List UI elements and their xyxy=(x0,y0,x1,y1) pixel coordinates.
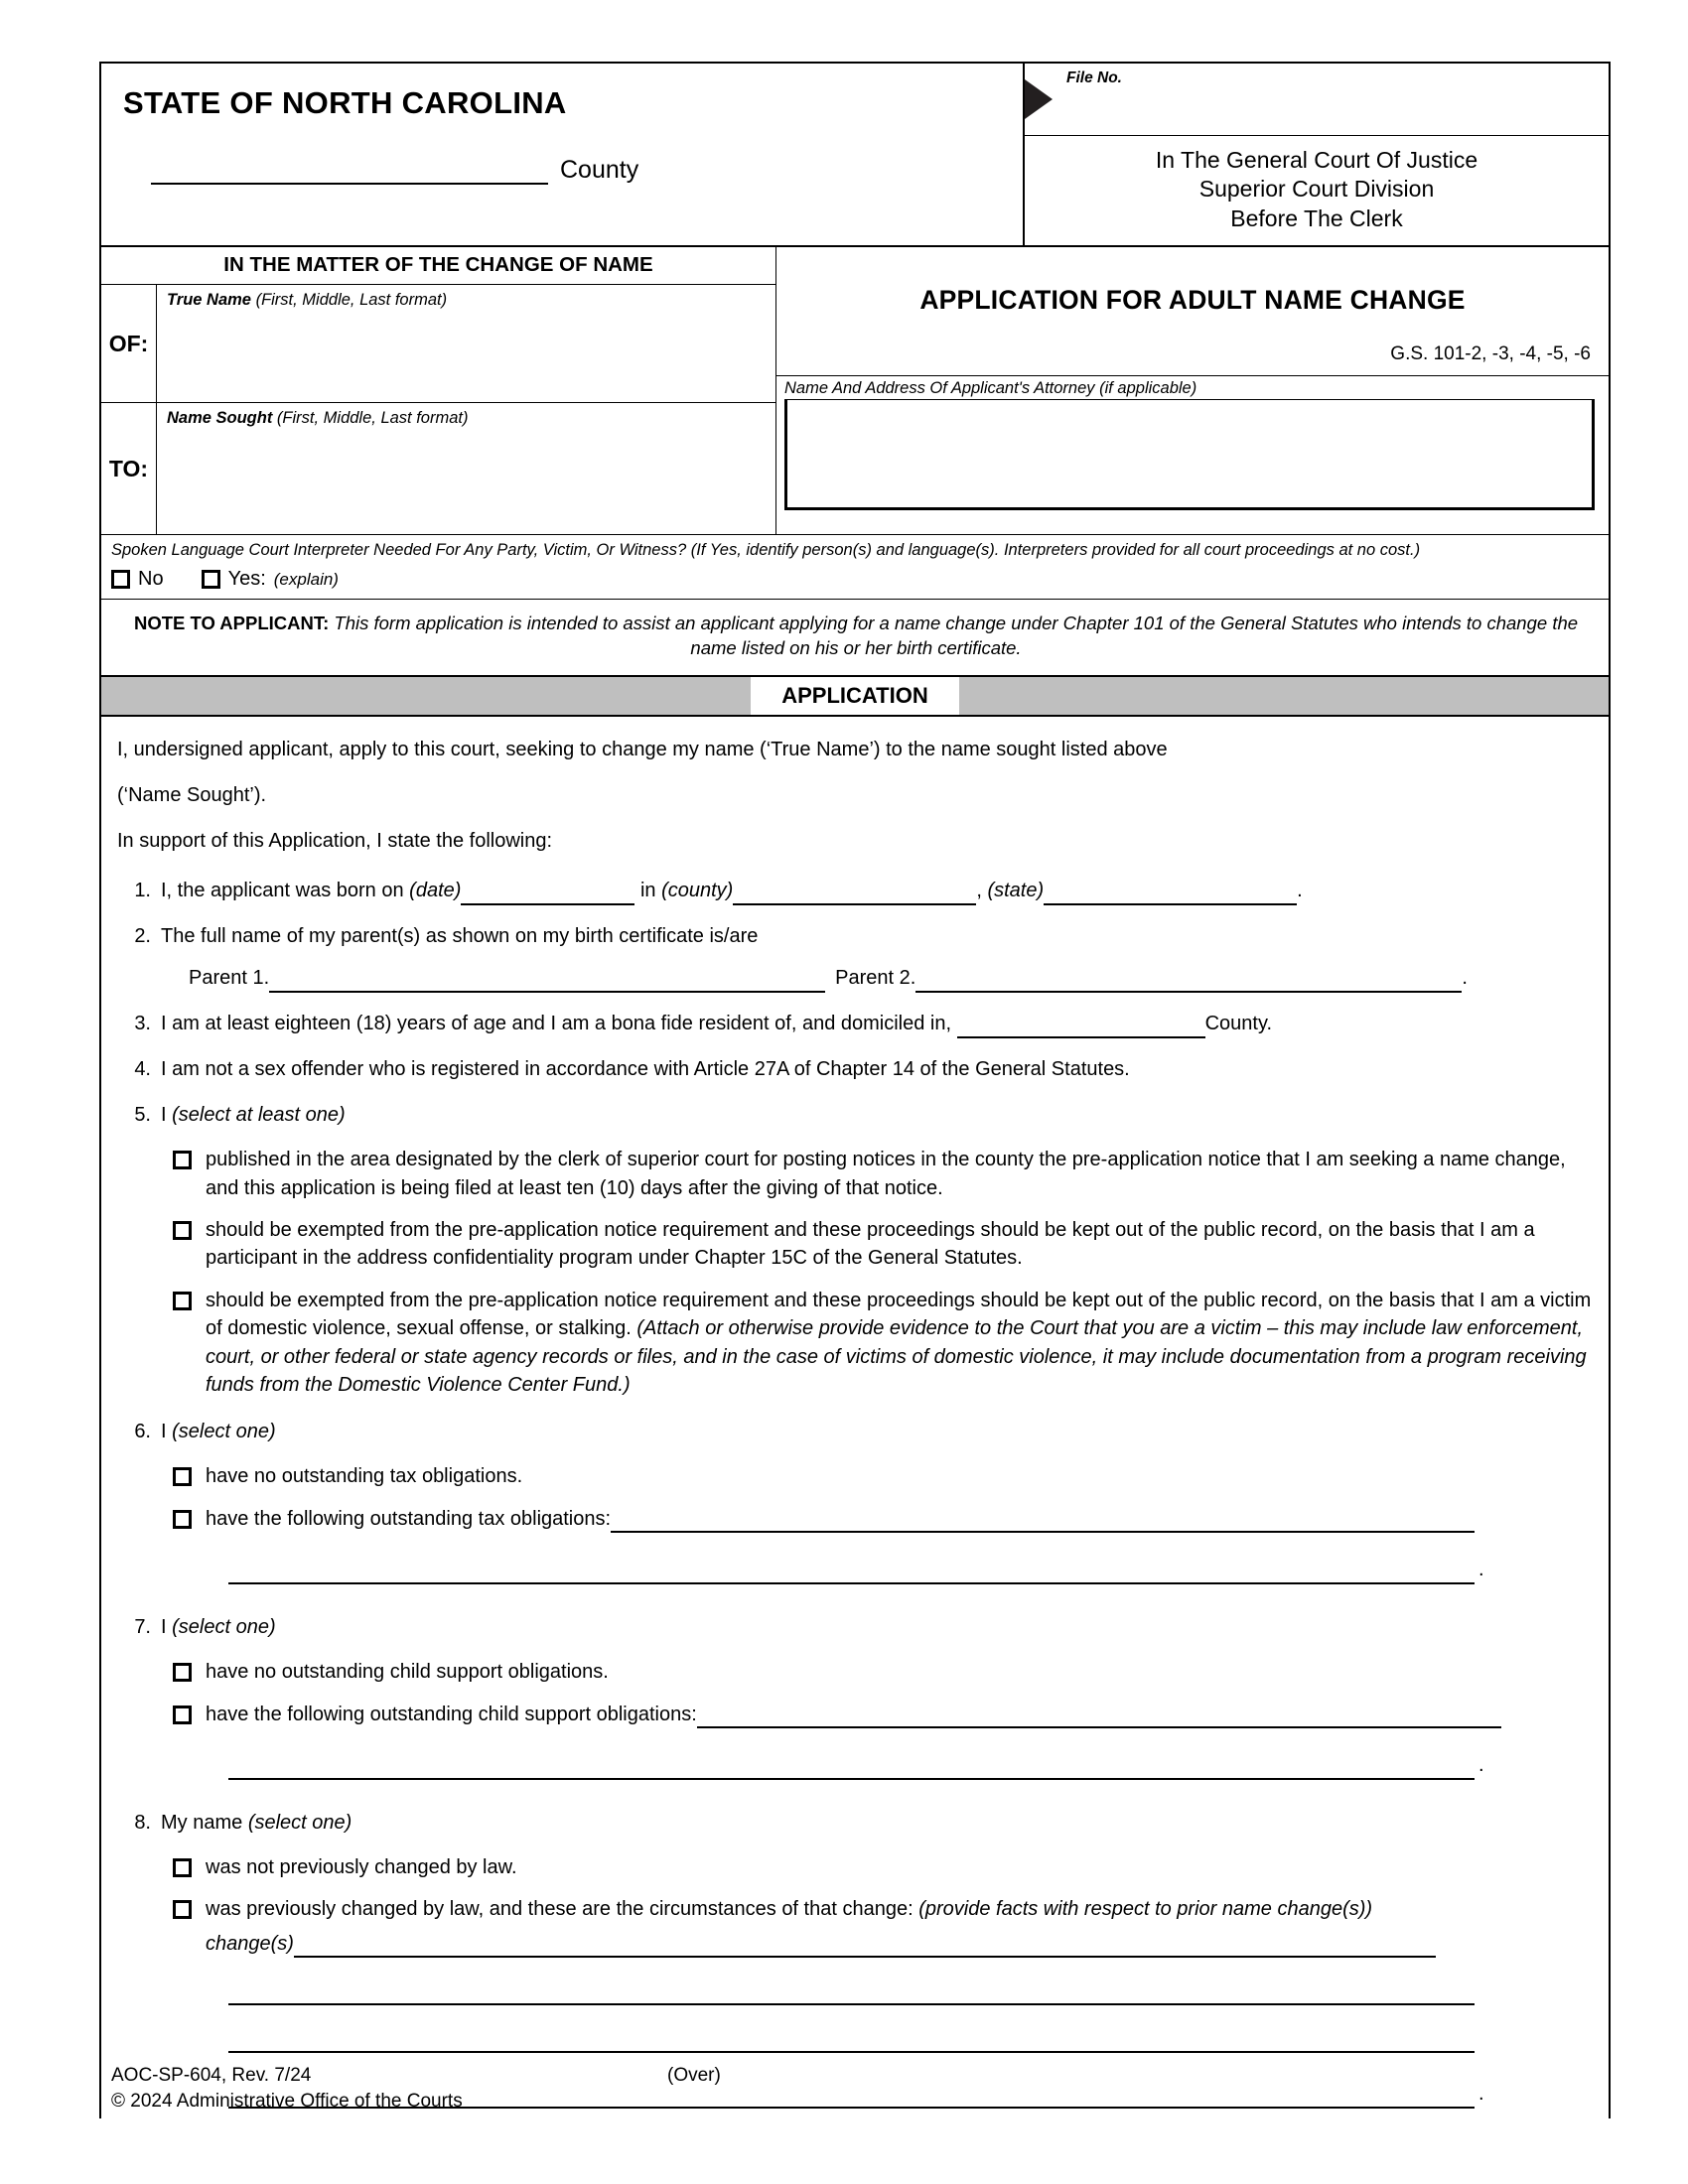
item-1-number: 1. xyxy=(134,880,151,902)
item-7-number: 7. xyxy=(134,1616,151,1639)
item-8 xyxy=(117,1808,1593,1838)
lead-paragraph-2: (‘Name Sought’). xyxy=(117,784,267,807)
state-title: STATE OF NORTH CAROLINA xyxy=(123,85,567,120)
file-number-box[interactable] xyxy=(1025,64,1609,136)
item-5-option-2 xyxy=(117,1216,1593,1273)
item-5-option-3-label: should be exempted from the pre-application notice requirement and these proceedings should be kept out of the public record, on the basis that I am a victim of domestic violence, sexual offense, or stalking. (Attach or otherwise provide evidence to the Court that you are a victim – this may include law enforcement, court, or other federal or state agency records or files, and in the case of victims of domestic violence, it may include documentation from a program receiving funds from the Domestic Violence Center Fund.) xyxy=(206,1289,1592,1396)
true-name-field[interactable] xyxy=(157,285,775,402)
item-5-option-1 xyxy=(117,1146,1593,1202)
item-1 xyxy=(117,876,1593,905)
to-tag: TO: xyxy=(101,403,157,534)
item-3-text xyxy=(161,1009,1593,1038)
county-label: County xyxy=(560,156,639,184)
item-2-end: . xyxy=(1462,967,1468,990)
item-3 xyxy=(117,1009,1593,1038)
attorney-input-box[interactable] xyxy=(784,400,1595,510)
caption-left xyxy=(101,247,776,534)
parent-2-blank[interactable] xyxy=(915,971,1462,993)
item-5-lead: I (select at least one) xyxy=(161,1104,346,1127)
county-input-blank[interactable] xyxy=(151,155,548,185)
footer-copyright: © 2024 Administrative Office of the Courts xyxy=(111,2090,463,2112)
item-7-support-blank-1[interactable] xyxy=(697,1706,1501,1728)
item-6-tax-blank-1[interactable] xyxy=(611,1511,1475,1533)
triangle-pointer-icon xyxy=(1025,79,1053,119)
item-8-blank-3[interactable] xyxy=(228,2031,1475,2053)
item-4-text: I am not a sex offender who is registered in accordance with Article 27A of Chapter 14 of the General Statutes. xyxy=(161,1058,1130,1081)
item-5-number: 5. xyxy=(134,1104,151,1127)
item-7-option-2 xyxy=(117,1701,1593,1728)
court-division-block xyxy=(1025,136,1609,245)
item-2-number: 2. xyxy=(134,925,151,948)
form-title: APPLICATION FOR ADULT NAME CHANGE xyxy=(919,285,1466,316)
name-sought-row xyxy=(101,403,775,534)
item-6-option-1-checkbox[interactable] xyxy=(173,1467,192,1486)
form-page xyxy=(99,62,1611,2118)
item-8-changes-label: change(s) xyxy=(206,1932,294,1955)
item-8-line-2-row xyxy=(228,1983,1593,2005)
parent-1-label: Parent 1. xyxy=(189,967,270,990)
court-line-2: Superior Court Division xyxy=(1198,176,1435,203)
item-5-option-1-label: published in the area designated by the clerk of superior court for posting notices in the county the pre-application notice that I am seeking a name change, and this application is being filed at least ten (10) days after the giving of that notice. xyxy=(206,1149,1566,1199)
interpreter-yes-explain: (explain) xyxy=(273,569,339,589)
item-5-option-3-checkbox[interactable] xyxy=(173,1292,192,1310)
item-3-number: 3. xyxy=(134,1013,151,1035)
item-8-blank-2[interactable] xyxy=(228,1983,1475,2005)
item-2-parents-row xyxy=(161,963,1593,993)
header-left xyxy=(101,64,1025,245)
item-5-option-3 xyxy=(117,1287,1593,1400)
item-4 xyxy=(117,1054,1593,1084)
item-1-end: . xyxy=(1297,880,1303,902)
interpreter-no-checkbox[interactable] xyxy=(111,570,130,589)
attorney-block xyxy=(776,375,1609,520)
item-1-text-b: in xyxy=(634,880,662,902)
caption-title: IN THE MATTER OF THE CHANGE OF NAME xyxy=(101,247,775,285)
item-8-option-2-label: was previously changed by law, and these are the circumstances of that change: xyxy=(206,1898,919,1921)
item-6 xyxy=(117,1417,1593,1446)
item-8-option-2-block xyxy=(206,1895,1593,1958)
item-6-option-2-checkbox[interactable] xyxy=(173,1510,192,1529)
item-6-option-1 xyxy=(117,1462,1593,1490)
item-6-option-2-label: have the following outstanding tax obligations: xyxy=(206,1507,612,1530)
item-8-number: 8. xyxy=(134,1811,151,1834)
lead-paragraph-1: I, undersigned applicant, apply to this court, seeking to change my name (‘True Name’) to the name sought listed above xyxy=(117,739,1168,761)
item-7-support-line-2-row xyxy=(228,1750,1593,1780)
item-1-date-blank[interactable] xyxy=(461,884,634,905)
item-1-text xyxy=(161,876,1593,905)
item-1-date-label: (date) xyxy=(409,880,462,902)
item-6-number: 6. xyxy=(134,1421,151,1443)
item-6-tax-blank-2[interactable] xyxy=(228,1563,1475,1584)
item-7-option-1-label: have no outstanding child support obligations. xyxy=(206,1661,609,1684)
item-8-lead: My name (select one) xyxy=(161,1811,352,1834)
item-2-body xyxy=(161,921,1593,993)
item-1-state-blank[interactable] xyxy=(1044,884,1297,905)
item-8-option-2-parenthetical: (provide facts with respect to prior name change(s)) xyxy=(918,1898,1373,1921)
interpreter-yes-checkbox[interactable] xyxy=(202,570,220,589)
item-2-text: The full name of my parent(s) as shown on my birth certificate is/are xyxy=(161,925,759,948)
item-7-lead: I (select one) xyxy=(161,1616,276,1639)
true-name-row xyxy=(101,285,775,403)
item-2 xyxy=(117,921,1593,993)
footer-over-label: (Over) xyxy=(667,2065,721,2086)
form-header xyxy=(101,64,1609,247)
interpreter-options xyxy=(111,568,1609,591)
item-8-option-1 xyxy=(117,1853,1593,1881)
item-6-lead: I (select one) xyxy=(161,1421,276,1443)
item-7 xyxy=(117,1612,1593,1642)
banner-right-fill xyxy=(959,677,1609,715)
banner-title: APPLICATION xyxy=(751,677,959,715)
item-7-option-1-checkbox[interactable] xyxy=(173,1663,192,1682)
item-7-period: . xyxy=(1478,1753,1484,1776)
item-6-option-2 xyxy=(117,1505,1593,1533)
lead-paragraph-3: In support of this Application, I state the following: xyxy=(117,830,553,853)
attorney-label: Name And Address Of Applicant's Attorney (if applicable) xyxy=(784,379,1595,400)
interpreter-section xyxy=(101,535,1609,600)
banner-left-fill xyxy=(101,677,751,715)
item-5-option-2-checkbox[interactable] xyxy=(173,1221,192,1240)
item-7-option-1 xyxy=(117,1658,1593,1686)
parent-2-label: Parent 2. xyxy=(835,967,916,990)
application-body xyxy=(101,717,1609,2118)
item-6-option-1-label: have no outstanding tax obligations. xyxy=(206,1465,523,1488)
item-3-text-b: County. xyxy=(1204,1013,1273,1035)
footer-row xyxy=(111,2063,1601,2089)
item-5 xyxy=(117,1100,1593,1130)
item-3-text-a: I am at least eighteen (18) years of age and I am a bona fide resident of, and domiciled in, xyxy=(161,1013,957,1035)
caption-block xyxy=(101,247,1609,535)
interpreter-yes-label: Yes: xyxy=(227,568,266,591)
interpreter-no-label: No xyxy=(138,568,164,591)
application-banner xyxy=(101,677,1609,717)
item-5-option-2-label: should be exempted from the pre-application notice requirement and these proceedings should be kept out of the public record, on the basis that I am a participant in the address confidentiality program under Chapter 15C of the General Statutes. xyxy=(206,1219,1535,1270)
note-label: NOTE TO APPLICANT: xyxy=(133,613,330,634)
file-number-label: File No. xyxy=(1066,69,1122,86)
interpreter-question: Spoken Language Court Interpreter Needed For Any Party, Victim, Or Witness? (If Yes, identify person(s) and language(s). Interpreters provided for all court proceedings at no cost.) xyxy=(111,541,1421,560)
of-tag: OF: xyxy=(101,285,157,402)
item-7-support-blank-2[interactable] xyxy=(228,1758,1475,1780)
footer-form-number: AOC-SP-604, Rev. 7/24 xyxy=(111,2065,312,2086)
item-3-county-blank[interactable] xyxy=(957,1017,1205,1038)
caption-right xyxy=(776,247,1609,534)
item-7-option-2-label: have the following outstanding child support obligations: xyxy=(206,1703,697,1725)
item-4-number: 4. xyxy=(134,1058,151,1081)
form-footer xyxy=(111,2063,1601,2114)
name-sought-label: Name Sought (First, Middle, Last format) xyxy=(167,409,469,428)
county-row xyxy=(123,155,1023,185)
statute-citation: G.S. 101-2, -3, -4, -5, -6 xyxy=(1390,343,1591,365)
item-8-period: . xyxy=(1478,2083,1484,2106)
item-7-option-2-row xyxy=(206,1701,1593,1728)
item-5-body xyxy=(161,1100,1593,1130)
item-8-line-3-row xyxy=(228,2031,1593,2053)
item-6-period: . xyxy=(1478,1559,1484,1581)
item-8-option-1-label: was not previously changed by law. xyxy=(206,1855,517,1878)
item-1-text-a: I, the applicant was born on xyxy=(161,880,410,902)
item-6-option-2-row xyxy=(206,1505,1593,1533)
item-6-tax-line-2-row xyxy=(228,1555,1593,1584)
note-text: This form application is intended to assist an applicant applying for a name change under Chapter 101 of the General Statutes who intends to change the name listed on his or her birth certificate. xyxy=(329,613,1579,659)
item-1-county-label: (county) xyxy=(661,880,734,902)
court-line-3: Before The Clerk xyxy=(1230,205,1403,231)
note-to-applicant xyxy=(101,600,1609,677)
name-sought-field[interactable] xyxy=(157,403,775,534)
court-line-1: In The General Court Of Justice xyxy=(1155,147,1478,173)
header-right xyxy=(1025,64,1609,245)
true-name-label: True Name (First, Middle, Last format) xyxy=(167,291,448,310)
item-1-county-blank[interactable] xyxy=(733,884,976,905)
item-7-option-2-checkbox[interactable] xyxy=(173,1706,192,1724)
item-8-changes-row xyxy=(206,1930,1593,1958)
item-8-option-1-checkbox[interactable] xyxy=(173,1858,192,1877)
item-8-option-2-checkbox[interactable] xyxy=(173,1900,192,1919)
item-5-option-1-checkbox[interactable] xyxy=(173,1151,192,1169)
parent-1-blank[interactable] xyxy=(269,971,825,993)
item-8-blank-1[interactable] xyxy=(294,1936,1436,1958)
item-1-text-c: , xyxy=(976,880,988,902)
item-1-state-label: (state) xyxy=(987,880,1045,902)
item-5-option-3-parenthetical: (Attach or otherwise provide evidence to the Court that you are a victim – this may include law enforcement, court, or other federal or state agency records or files, and in the case of victims of domestic violence, it may include documentation from a program receiving funds from the Domestic Violence Center Fund.) xyxy=(206,1317,1587,1396)
item-8-option-2 xyxy=(117,1895,1593,1958)
